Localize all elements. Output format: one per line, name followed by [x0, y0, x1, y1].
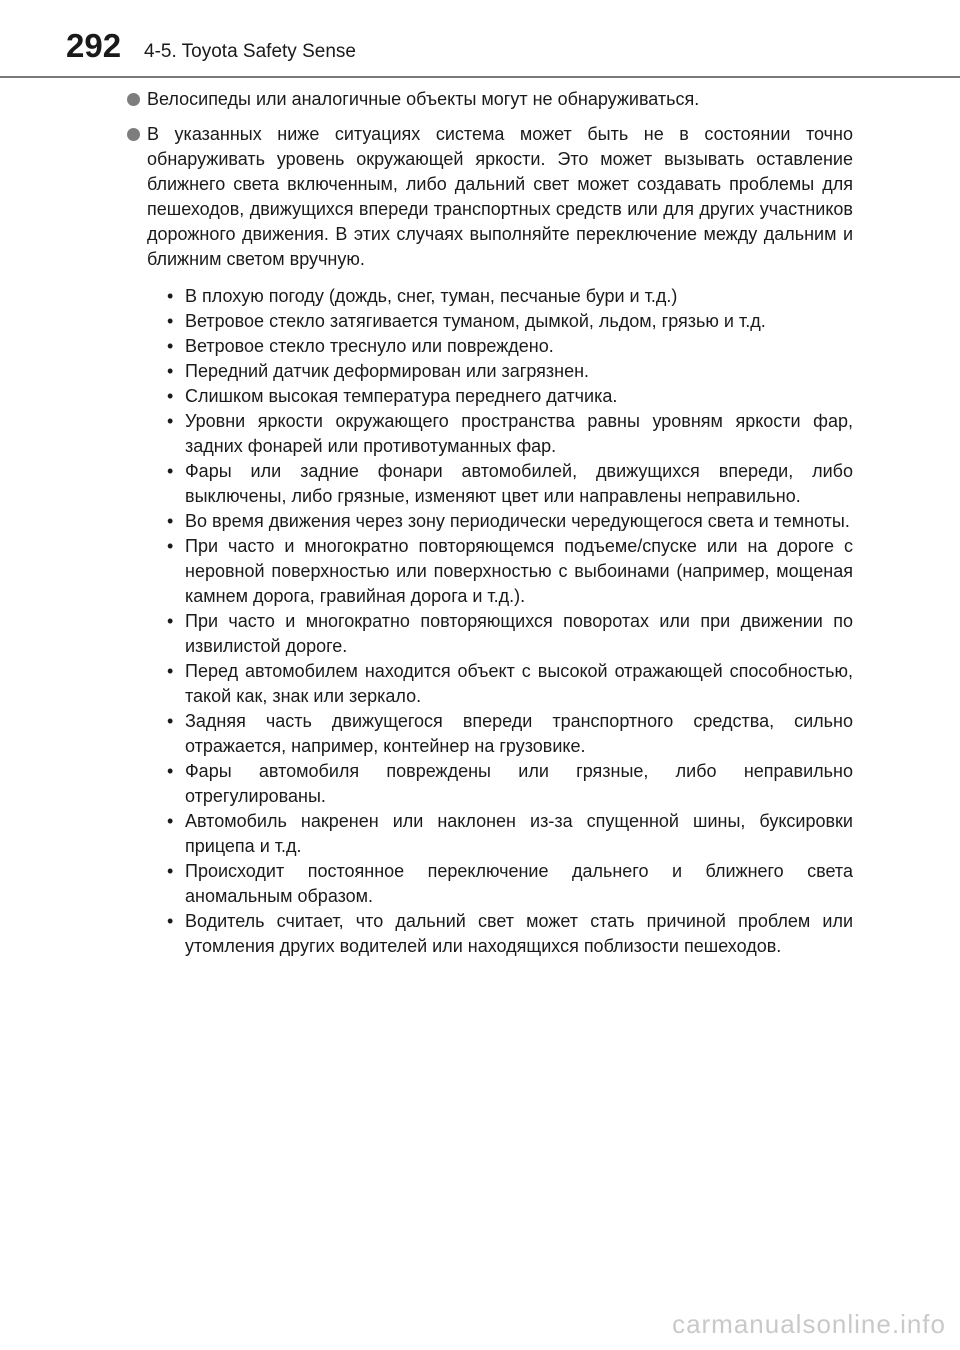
section-title: 4-5. Toyota Safety Sense [144, 41, 356, 62]
watermark: carmanualsonline.info [672, 1309, 946, 1339]
list-item-text: Задняя часть движущегося впереди транспортного средства, сильно отражается, например, контейнер на грузовике. [185, 711, 853, 756]
list-item [167, 409, 853, 459]
dot-icon: • [167, 311, 174, 331]
list-item [167, 659, 853, 709]
list-item-text: Слишком высокая температура переднего датчика. [185, 386, 618, 406]
list-item-text: Перед автомобилем находится объект с высокой отражающей способностью, такой как, знак или зеркало. [185, 661, 853, 706]
header-rule [0, 76, 960, 78]
list-item-text: Фары или задние фонари автомобилей, движущихся впереди, либо выключены, либо грязные, изменяют цвет или направлены неправильно. [185, 461, 853, 506]
list-item-text: Ветровое стекло треснуло или повреждено. [185, 336, 554, 356]
list-item-text: Фары автомобиля повреждены или грязные, либо неправильно отрегулированы. [185, 761, 853, 806]
dot-icon: • [167, 286, 174, 306]
dot-icon: • [167, 811, 174, 831]
list-item [167, 859, 853, 909]
dot-icon: • [167, 661, 174, 681]
list-item-text: Уровни яркости окружающего пространства равны уровням яркости фар, задних фонарей или противотуманных фар. [185, 411, 853, 456]
list-item-text: При часто и многократно повторяющихся поворотах или при движении по извилистой дороге. [185, 611, 853, 656]
dot-icon: • [167, 611, 174, 631]
list-item-text: Происходит постоянное переключение дальнего и ближнего света аномальным образом. [185, 861, 853, 906]
bullet-item [127, 87, 853, 112]
list-item [167, 334, 853, 359]
page-number: 292 [66, 27, 122, 64]
bullet-text: В указанных ниже ситуациях система может быть не в состоянии точно обнаруживать уровень окружающей яркости. Это может вызывать оставление ближнего света включенным, либо дальний свет может создавать проблемы для пешеходов, движущихся впереди транспортных средств или для других участников дорожного движения. В этих случаях выполняйте переключение между дальним и ближним светом вручную. [147, 124, 853, 269]
bullet-text: Велосипеды или аналогичные объекты могут не обнаруживаться. [147, 89, 700, 109]
list-item [167, 709, 853, 759]
dot-icon: • [167, 461, 174, 481]
list-item-text: При часто и многократно повторяющемся подъеме/спуске или на дороге с неровной поверхностью или поверхностью с выбоинами (например, мощеная камнем дорога, гравийная дорога и т.д.). [185, 536, 853, 606]
dot-icon: • [167, 336, 174, 356]
dot-icon: • [167, 536, 174, 556]
dot-icon: • [167, 361, 174, 381]
list-item [167, 909, 853, 959]
list-item [167, 809, 853, 859]
dot-icon: • [167, 911, 174, 931]
list-item-text: Передний датчик деформирован или загрязнен. [185, 361, 590, 381]
page-header [0, 0, 960, 80]
list-item-text: Ветровое стекло затягивается туманом, дымкой, льдом, грязью и т.д. [185, 311, 766, 331]
list-item-text: Водитель считает, что дальний свет может стать причиной проблем или утомления других водителей или находящихся поблизости пешеходов. [185, 911, 853, 956]
dot-icon: • [167, 761, 174, 781]
list-item [167, 384, 853, 409]
bullet-disc-icon [127, 128, 140, 141]
dot-icon: • [167, 411, 174, 431]
page-content [127, 87, 853, 969]
list-item [167, 459, 853, 509]
situations-list [147, 284, 853, 959]
dot-icon: • [167, 711, 174, 731]
list-item-text: Автомобиль накренен или наклонен из-за спущенной шины, буксировки прицепа и т.д. [185, 811, 853, 856]
list-item [167, 284, 853, 309]
list-item [167, 534, 853, 609]
dot-icon: • [167, 861, 174, 881]
dot-icon: • [167, 386, 174, 406]
list-item [167, 309, 853, 334]
bullet-disc-icon [127, 93, 140, 106]
list-item [167, 509, 853, 534]
bullet-item [127, 122, 853, 959]
list-item [167, 609, 853, 659]
list-item-text: Во время движения через зону периодически чередующегося света и темноты. [185, 511, 850, 531]
list-item [167, 359, 853, 384]
dot-icon: • [167, 511, 174, 531]
list-item-text: В плохую погоду (дождь, снег, туман, песчаные бури и т.д.) [185, 286, 678, 306]
list-item [167, 759, 853, 809]
